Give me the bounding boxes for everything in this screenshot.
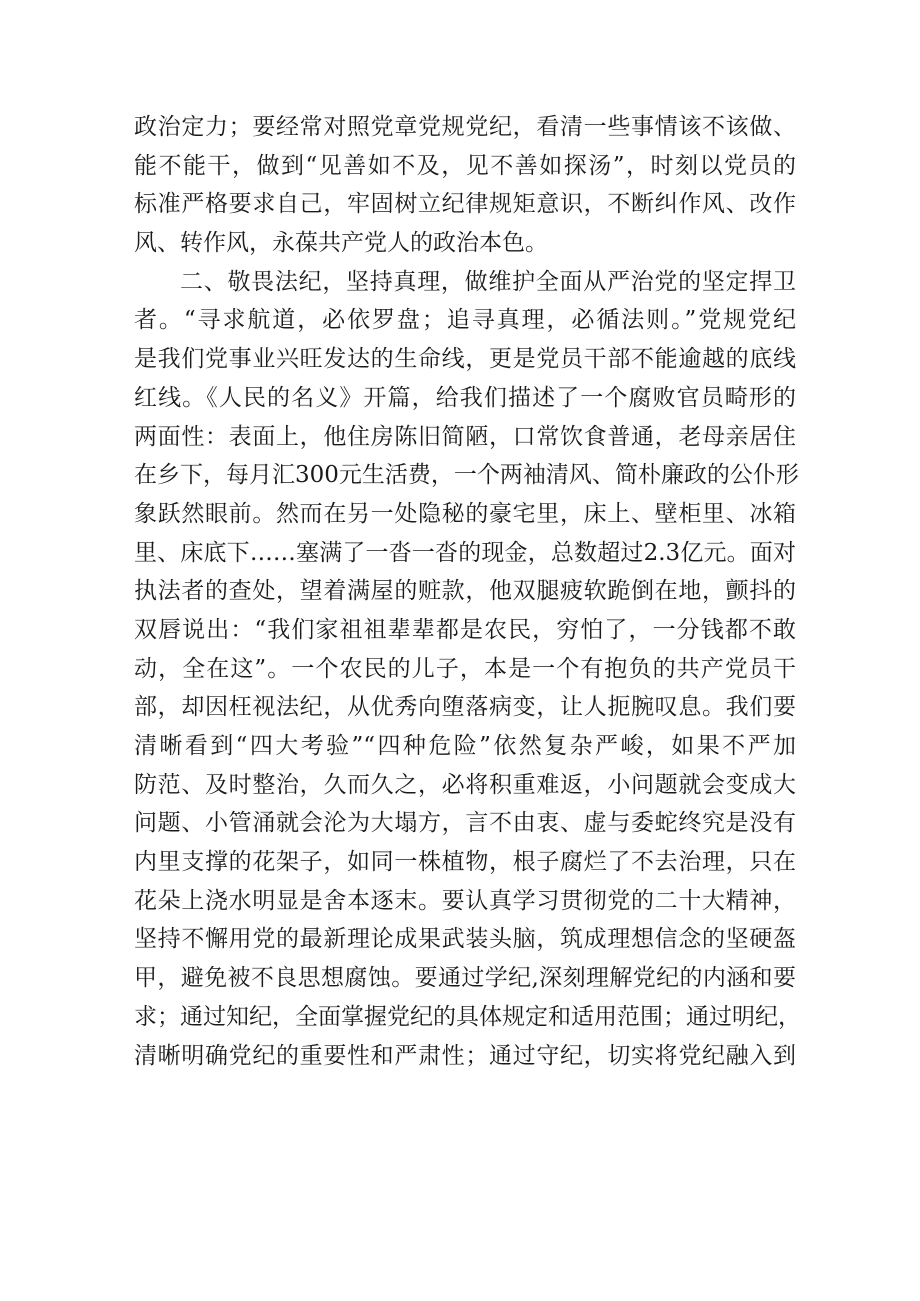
text-line: 花朵上浇水明显是舍本逐末。要认真学习贯彻党的二十大精神， <box>134 887 796 914</box>
text-line: 问题、小管涌就会沦为大塌方，言不由衷、虚与委蛇终究是没有 <box>134 810 796 837</box>
text-line: 坚持不懈用党的最新理论成果武装头脑，筑成理想信念的坚硬盔 <box>134 926 796 953</box>
text-line: 动，全在这”。一个农民的儿子，本是一个有抱负的共产党员干 <box>134 655 796 682</box>
body-text <box>134 108 801 1075</box>
text-line: 两面性：表面上，他住房陈旧简陋，口常饮食普通，老母亲居住 <box>134 423 796 450</box>
text-line: 内里支撑的花架子，如同一株植物，根子腐烂了不去治理，只在 <box>134 849 796 876</box>
text-line: 象跃然眼前。然而在另一处隐秘的豪宅里，床上、壁柜里、冰箱 <box>134 500 796 527</box>
text-line: 双唇说出：“我们家祖祖辈辈都是农民，穷怕了，一分钱都不敢 <box>134 616 796 643</box>
text-line: 红线。《人民的名义》开篇，给我们描述了一个腐败官员畸形的 <box>134 384 796 411</box>
text-line: 在乡下，每月汇300元生活费，一个两袖清风、简朴廉政的公仆形 <box>134 462 799 489</box>
text-line: 清晰明确党纪的重要性和严肃性；通过守纪，切实将党纪融入到 <box>134 1042 796 1069</box>
text-line: 风、转作风，永葆共产党人的政治本色。 <box>134 230 548 257</box>
text-line: 者。“寻求航道，必依罗盘；追寻真理，必循法则。”党规党纪 <box>134 307 796 334</box>
text-line: 政治定力；要经常对照党章党规党纪，看清一些事情该不该做、 <box>134 114 796 140</box>
text-line: 执法者的查处，望着满屋的赃款，他双腿疲软跪倒在地，颤抖的 <box>134 578 796 605</box>
text-line: 里、床底下……塞满了一沓一沓的现金，总数超过2.3亿元。面对 <box>134 539 796 566</box>
text-line: 部，却因枉视法纪，从优秀向堕落病变，让人扼腕叹息。我们要 <box>134 694 796 721</box>
text-line: 求；通过知纪，全面掌握党纪的具体规定和适用范围；通过明纪， <box>134 1003 801 1030</box>
text-line: 是我们党事业兴旺发达的生命线，更是党员干部不能逾越的底线 <box>134 346 796 373</box>
text-line: 清晰看到“四大考验”“四种危险”依然复杂严峻，如果不严加 <box>134 733 796 759</box>
text-line: 能不能干，做到“见善如不及，见不善如探汤”，时刻以党员的 <box>134 152 796 179</box>
section-heading-line: 二、敬畏法纪，坚持真理，做维护全面从严治党的坚定捍卫 <box>180 268 796 295</box>
text-line: 甲，避免被不良思想腐蚀。要通过学纪,深刻理解党纪的内涵和要 <box>134 965 796 992</box>
text-line: 防范、及时整治，久而久之，必将积重难返，小问题就会变成大 <box>134 771 796 798</box>
text-line: 标准严格要求自己，牢固树立纪律规矩意识，不断纠作风、改作 <box>134 191 796 218</box>
